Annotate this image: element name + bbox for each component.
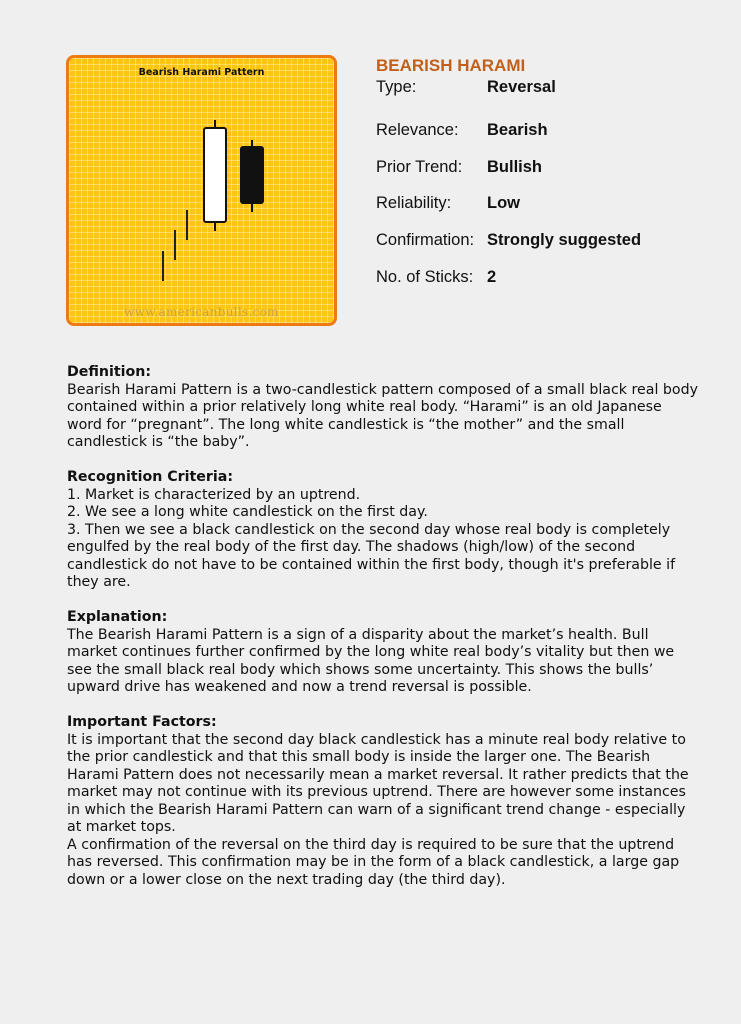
text-line: has reversed. This confirmation may be in the form of a black candlestick, a large gap (67, 854, 680, 870)
text-line: Bearish Harami Pattern is a two-candlestick pattern composed of a small black real body (67, 381, 698, 398)
text-line: upward drive has weakened and now a trend reversal is possible. (67, 679, 532, 695)
text-line: engulfed by the real body of the first day. The shadows (high/low) of the second (67, 539, 636, 555)
text-line: 1. Market is characterized by an uptrend. (67, 486, 361, 503)
text-line: candlestick is “the baby”. (67, 434, 250, 450)
candlestick-drawing (69, 58, 334, 323)
text-line: see the small black real body which shows some uncertainty. This shows the bulls’ (67, 661, 654, 678)
text-line: candlestick do not have to be contained within the first body, though it's preferable if (67, 556, 676, 573)
text-line: A confirmation of the reversal on the third day is required to be sure that the uptrend (67, 836, 675, 853)
article-body (67, 364, 717, 907)
text-line: word for “pregnant”. The long white candlestick is “the mother” and the small (67, 416, 625, 433)
section-heading: Important Factors: (67, 714, 217, 730)
text-line: contained within a prior relatively long white real body. “Harami” is an old Japanese (67, 399, 662, 415)
explanation-section (67, 609, 717, 697)
definition-section (67, 364, 717, 452)
text-line: they are. (67, 574, 131, 590)
recognition-section (67, 469, 717, 592)
text-line: It is important that the second day black candlestick has a minute real body relative to (67, 731, 686, 748)
watermark: www.americanbulls.com (124, 305, 279, 319)
black-candle-body (241, 147, 263, 203)
section-heading: Recognition Criteria: (67, 469, 234, 485)
text-line: Harami Pattern does not necessarily mean a market reversal. It rather predicts that the (67, 766, 689, 783)
text-line: market may not continue with its previous uptrend. There are however some instances (67, 784, 686, 800)
text-line: 3. Then we see a black candlestick on the second day whose real body is completely (67, 521, 671, 538)
section-heading: Definition: (67, 364, 152, 380)
important-factors-section (67, 714, 717, 889)
illustration-title: Bearish Harami Pattern (138, 67, 265, 78)
text-line: the prior candlestick and that this small body is inside the larger one. The Bearish (67, 749, 651, 765)
white-candle-body (204, 128, 226, 222)
text-line: market continues further confirmed by the long white real body’s vitality but then we (67, 644, 675, 660)
text-line: at market tops. (67, 819, 176, 835)
pattern-illustration (66, 55, 337, 326)
pattern-summary: BEARISH HARAMI Type: Reversal Relevance: Bearish Prior Trend: Bullish Reliability: Low Confirmation: Strongly suggested No. of Sticks: 2 (376, 56, 642, 286)
section-heading: Explanation: (67, 609, 168, 625)
text-line: in which the Bearish Harami Pattern can warn of a significant trend change - especially (67, 801, 686, 818)
pattern-title: BEARISH HARAMI (376, 56, 526, 75)
text-line: down or a lower close on the next trading day (the third day). (67, 871, 506, 888)
text-line: 2. We see a long white candlestick on the first day. (67, 504, 428, 520)
text-line: The Bearish Harami Pattern is a sign of a disparity about the market’s health. Bull (67, 626, 649, 643)
